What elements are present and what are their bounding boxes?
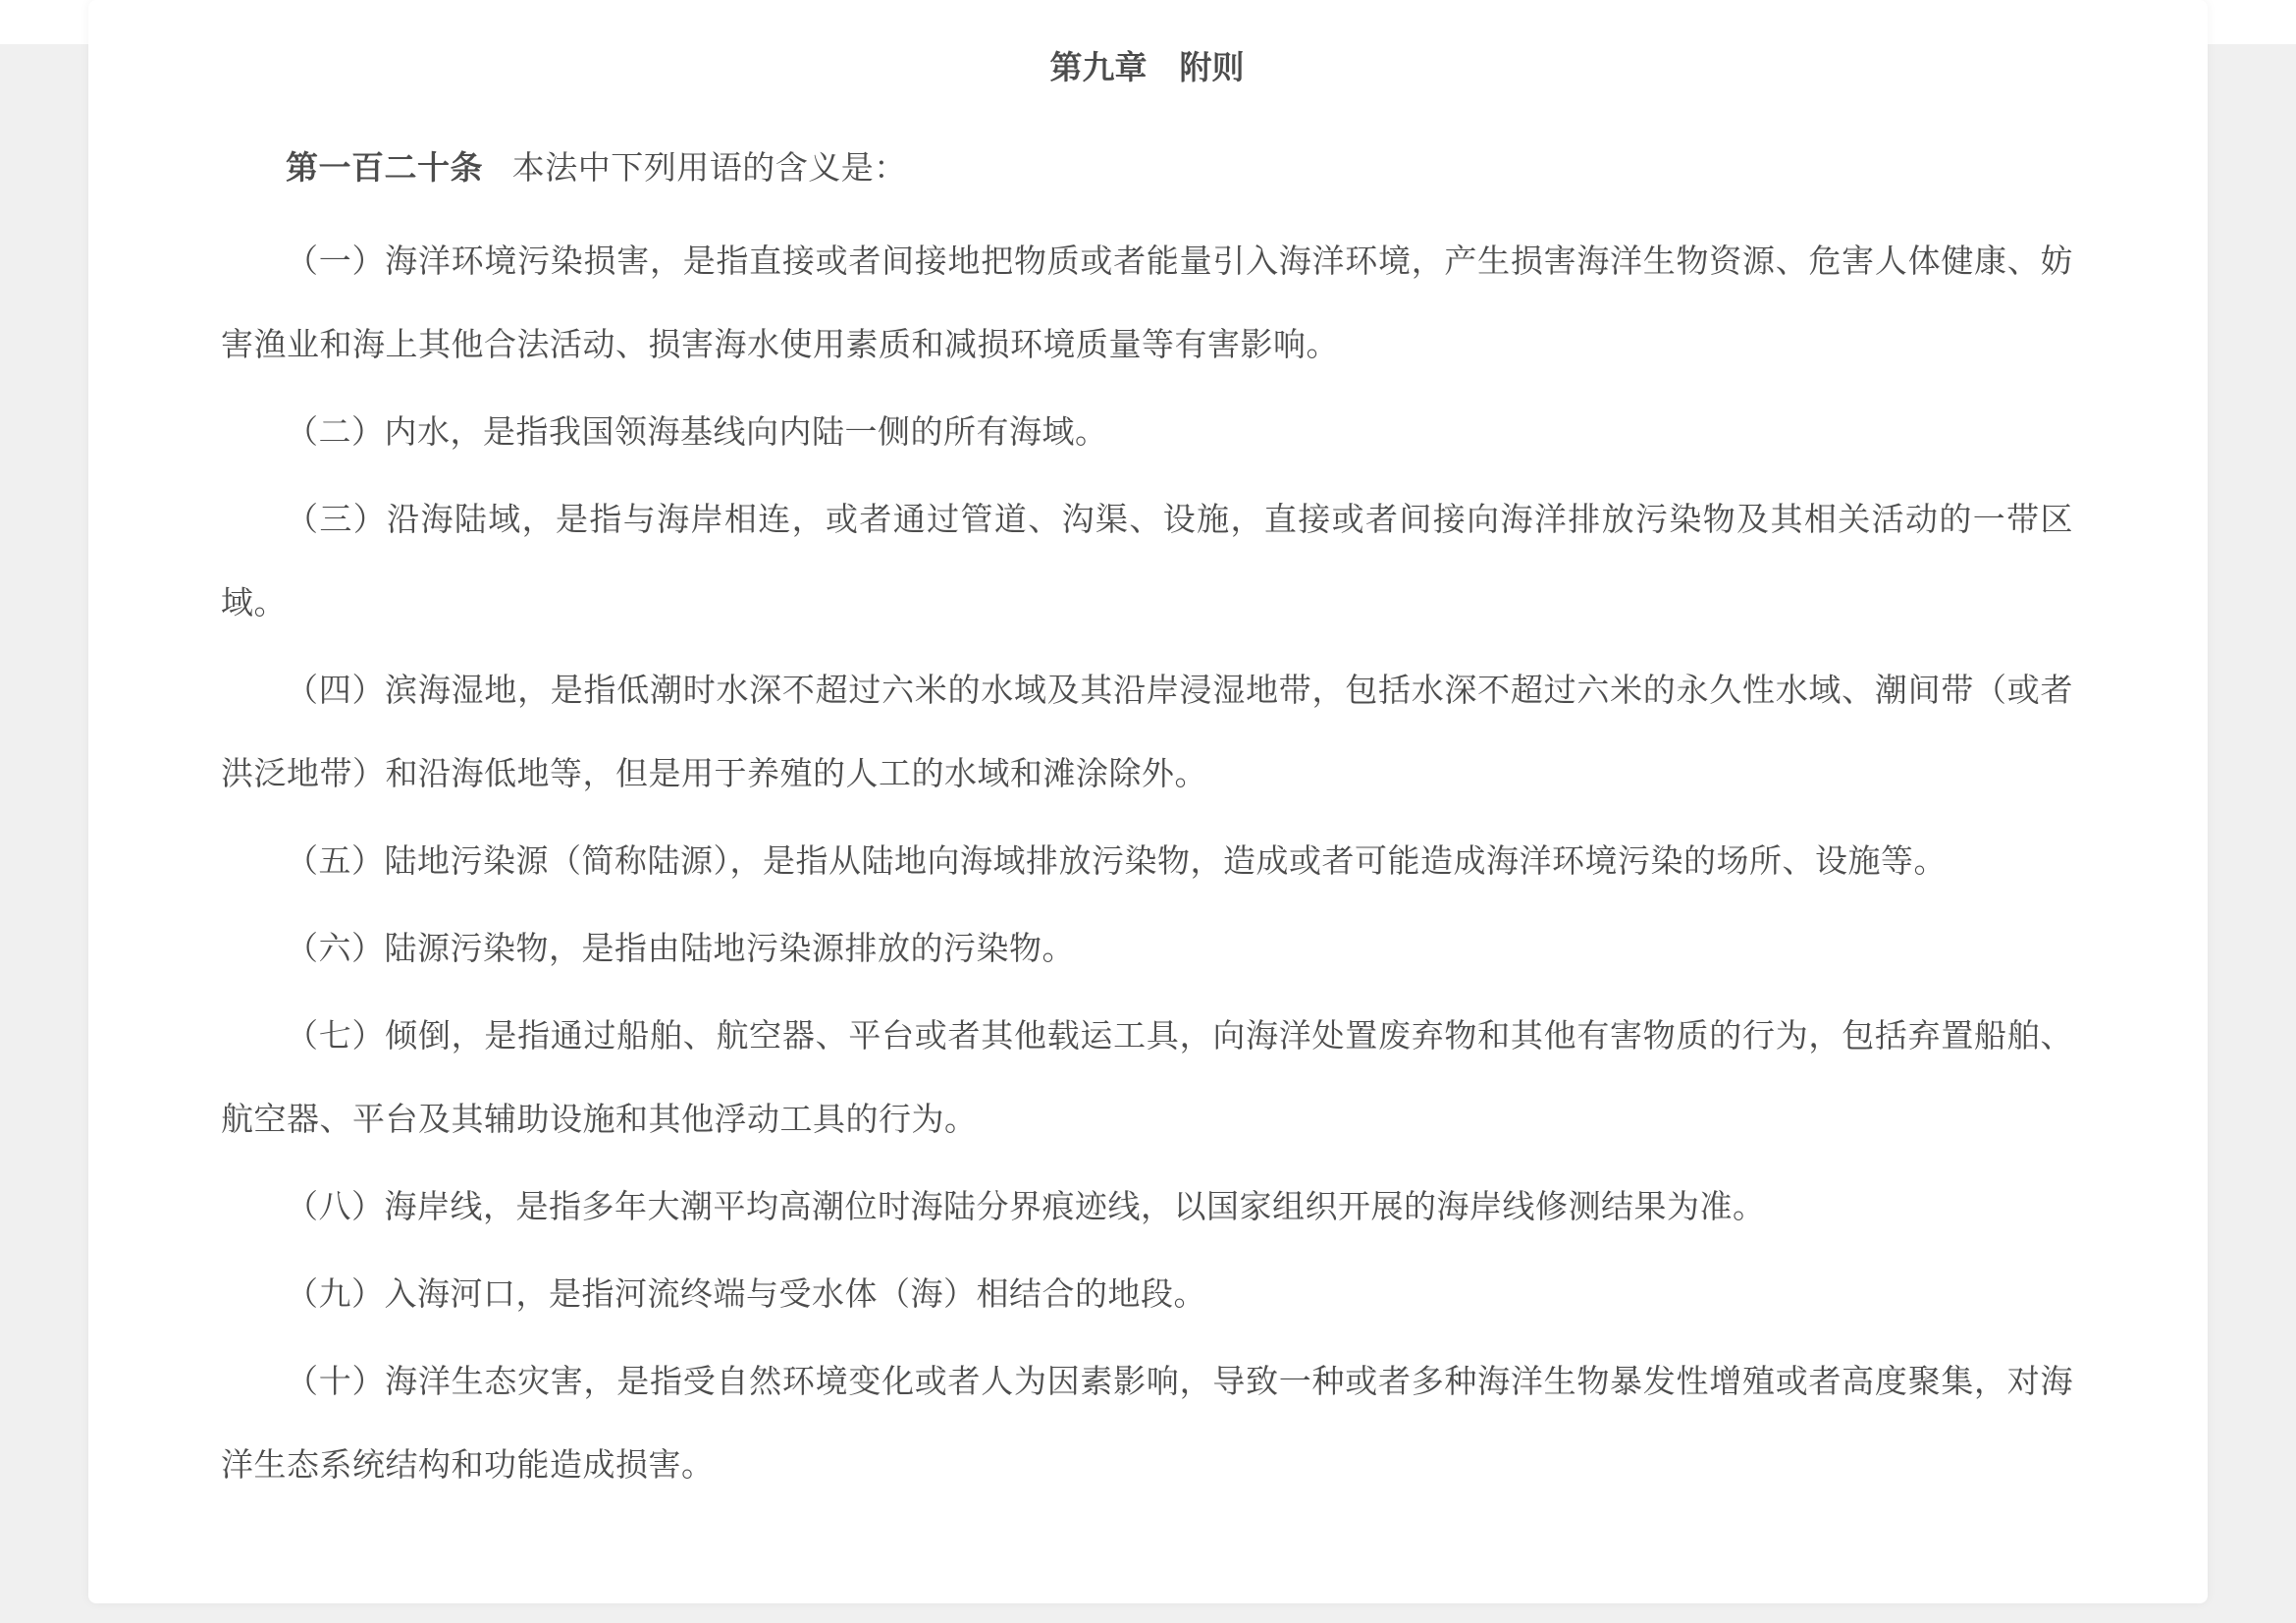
article-paragraph — [221, 126, 2073, 209]
definition-item: （九）入海河口，是指河流终端与受水体（海）相结合的地段。 — [286, 1275, 1206, 1312]
chapter-heading: 第九章 附则 — [1049, 49, 1245, 85]
definition-item: （十）海洋生态灾害，是指受自然环境变化或者人为因素影响，导致一种或者多种海洋生物暴发性增殖或者高度聚集，对海洋生态系统结构和功能造成损害。 — [221, 1363, 2073, 1483]
definition-item: （八）海岸线，是指多年大潮平均高潮位时海陆分界痕迹线，以国家组织开展的海岸线修测结果为准。 — [286, 1188, 1766, 1224]
article-intro: 本法中下列用语的含义是： — [511, 149, 907, 186]
definition-item: （二）内水，是指我国领海基线向内陆一侧的所有海域。 — [286, 413, 1108, 450]
definition-item: （五）陆地污染源（简称陆源），是指从陆地向海域排放污染物，造成或者可能造成海洋环境污染的场所、设施等。 — [286, 842, 1947, 879]
article-number: 第一百二十条 — [286, 149, 483, 186]
definition-item: （四）滨海湿地，是指低潮时水深不超过六米的水域及其沿岸浸湿地带，包括水深不超过六米的永久性水域、潮间带（或者洪泛地带）和沿海低地等，但是用于养殖的人工的水域和滩涂除外。 — [221, 672, 2073, 791]
definition-item: （七）倾倒，是指通过船舶、航空器、平台或者其他载运工具，向海洋处置废弃物和其他有害物质的行为，包括弃置船舶、航空器、平台及其辅助设施和其他浮动工具的行为。 — [221, 1017, 2073, 1137]
definition-item: （一）海洋环境污染损害，是指直接或者间接地把物质或者能量引入海洋环境，产生损害海洋生物资源、危害人体健康、妨害渔业和海上其他合法活动、损害海水使用素质和减损环境质量等有害影响。 — [221, 243, 2073, 362]
document-page — [88, 0, 2208, 1603]
definition-item: （六）陆源污染物，是指由陆地污染源排放的污染物。 — [286, 930, 1075, 966]
definitions-list — [221, 219, 2073, 1506]
definition-item: （三）沿海陆域，是指与海岸相连，或者通过管道、沟渠、设施，直接或者间接向海洋排放污染物及其相关活动的一带区域。 — [221, 501, 2073, 621]
